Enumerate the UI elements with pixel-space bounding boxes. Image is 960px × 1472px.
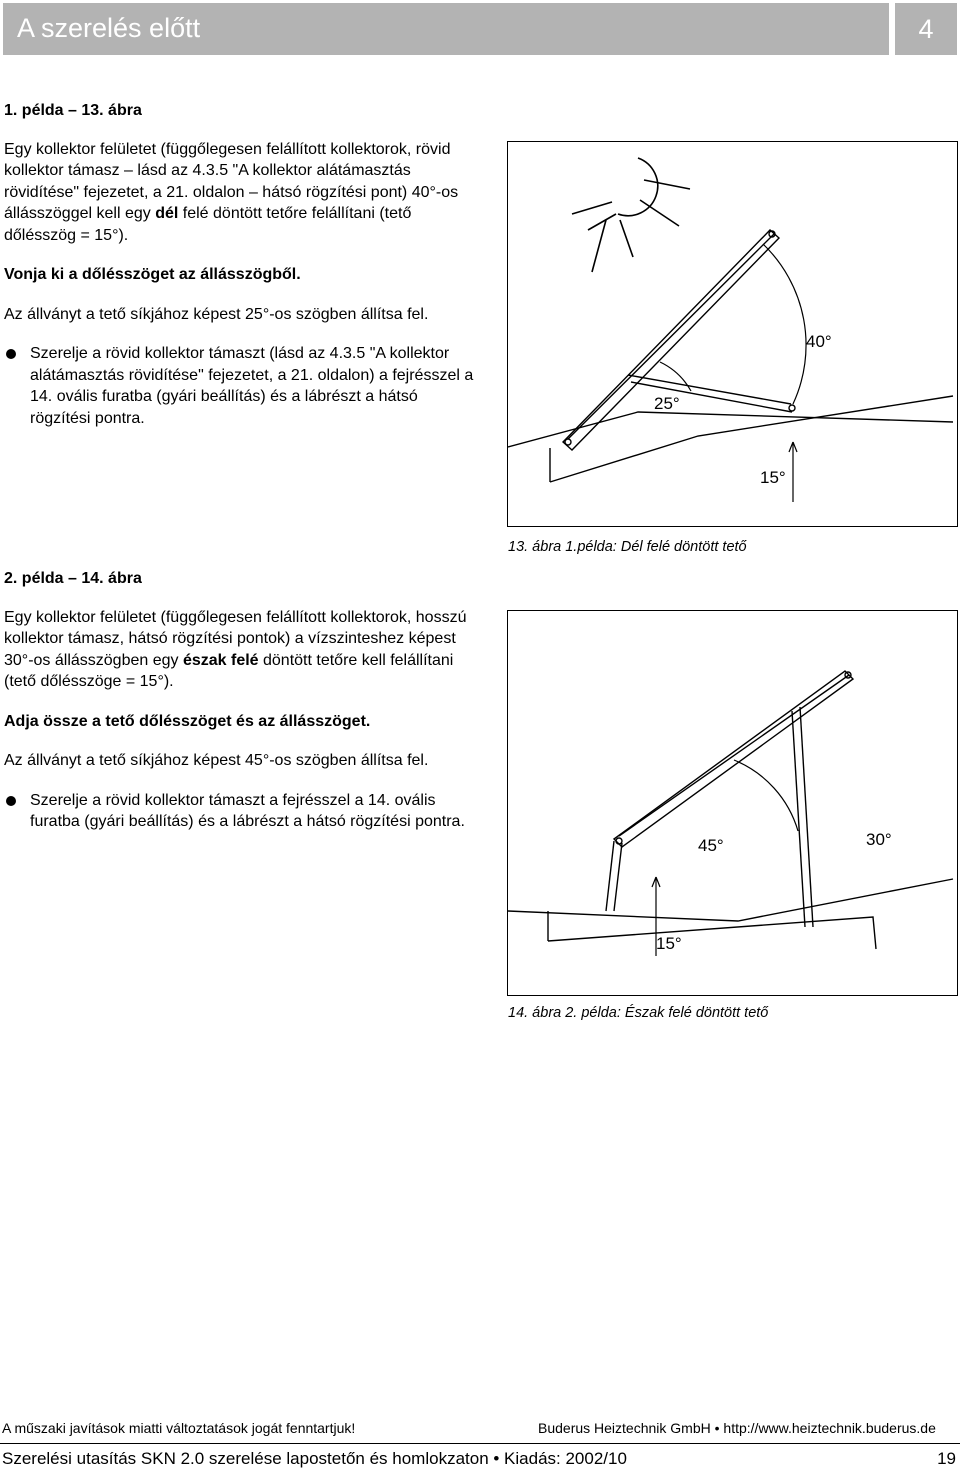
figure-14-drawing bbox=[508, 611, 957, 995]
example2-setting: Az állványt a tető síkjához képest 45°-os szögben állítsa fel. bbox=[4, 752, 429, 769]
angle-label-15: 15° bbox=[760, 468, 786, 487]
figure-14 bbox=[507, 610, 958, 996]
example1-instruction: Vonja ki a dőlésszöget az állásszögből. bbox=[4, 266, 301, 283]
footer-disclaimer: A műszaki javítások miatti változtatások jogát fenntartjuk! bbox=[2, 1420, 356, 1436]
header-bar bbox=[3, 3, 889, 55]
angle-arcs bbox=[660, 244, 806, 502]
figure-13-drawing bbox=[508, 142, 957, 526]
example2-instruction: Adja össze a tető dőlésszöget és az állásszöget. bbox=[4, 712, 371, 730]
collector-panel bbox=[563, 230, 779, 450]
angle-label-25: 25° bbox=[654, 394, 680, 413]
example1-heading: 1. példa – 13. ábra bbox=[4, 102, 142, 119]
bullet-dot bbox=[6, 796, 16, 806]
angle-arcs bbox=[652, 760, 798, 956]
figure-13 bbox=[507, 141, 958, 527]
collector-panel bbox=[614, 671, 853, 847]
footer-company: Buderus Heiztechnik GmbH • http://www.heiztechnik.buderus.de bbox=[538, 1420, 936, 1436]
angle-label-40: 40° bbox=[806, 332, 832, 351]
angle-label-30: 30° bbox=[866, 830, 892, 849]
example2-section bbox=[4, 568, 482, 833]
roof bbox=[508, 396, 953, 482]
footer-divider bbox=[0, 1443, 960, 1444]
angle-label-15: 15° bbox=[656, 934, 682, 953]
page-title: A szerelés előtt bbox=[17, 13, 201, 43]
bullet-dot bbox=[6, 349, 16, 359]
sun-icon bbox=[572, 158, 690, 272]
collector-support bbox=[606, 707, 813, 927]
example2-heading: 2. példa – 14. ábra bbox=[4, 570, 142, 587]
angle-label-45: 45° bbox=[698, 836, 724, 855]
example1-section bbox=[4, 100, 482, 429]
example1-setting: Az állványt a tető síkjához képest 25°-os szögben állítsa fel. bbox=[4, 305, 429, 323]
page-number: 19 bbox=[937, 1449, 956, 1468]
figure-13-caption: 13. ábra 1.példa: Dél felé döntött tető bbox=[508, 539, 747, 555]
figure-14-caption: 14. ábra 2. példa: Észak felé döntött tető bbox=[508, 1005, 769, 1021]
example1-bullet: Szerelje a rövid kollektor támaszt (lásd az 4.3.5 "A kollektor alátámasztás rövidítése" fejezetet, a 21. oldalon) a fejrésszel a 14. ovális furatba (gyári beállítás) és a lábrészt a hátsó rögzítési pontra. bbox=[4, 343, 482, 429]
example2-intro: Egy kollektor felületet (függőlegesen felállított kollektorok, hosszú kollektor támasz, hátsó rögzítési pontok) a vízszinteshez képest 30°-os állásszögben egy észak felé döntött tetőre kell felállítani (tető dőlésszöge = 15°). bbox=[4, 608, 467, 690]
example2-bullet: Szerelje a rövid kollektor támaszt a fejrésszel a 14. ovális furatba (gyári beállítás) és a lábrészt a hátsó rögzítési pontra. bbox=[4, 790, 482, 833]
example1-intro: Egy kollektor felületet (függőlegesen felállított kollektorok, rövid kollektor támasz – lásd az 4.3.5 "A kollektor alátámasztás rövidítése" fejezetet, a 21. oldalon – hátsó rögzítési pont) 40°-os állásszöggel kell egy dél felé döntött tetőre felállítani (tető dőlésszög = 15°). bbox=[4, 140, 459, 244]
footer-document: Szerelési utasítás SKN 2.0 szerelése lapostetőn és homlokzaton • Kiadás: 2002/10 bbox=[2, 1449, 627, 1468]
chapter-number: 4 bbox=[895, 3, 957, 55]
roof bbox=[508, 879, 953, 949]
